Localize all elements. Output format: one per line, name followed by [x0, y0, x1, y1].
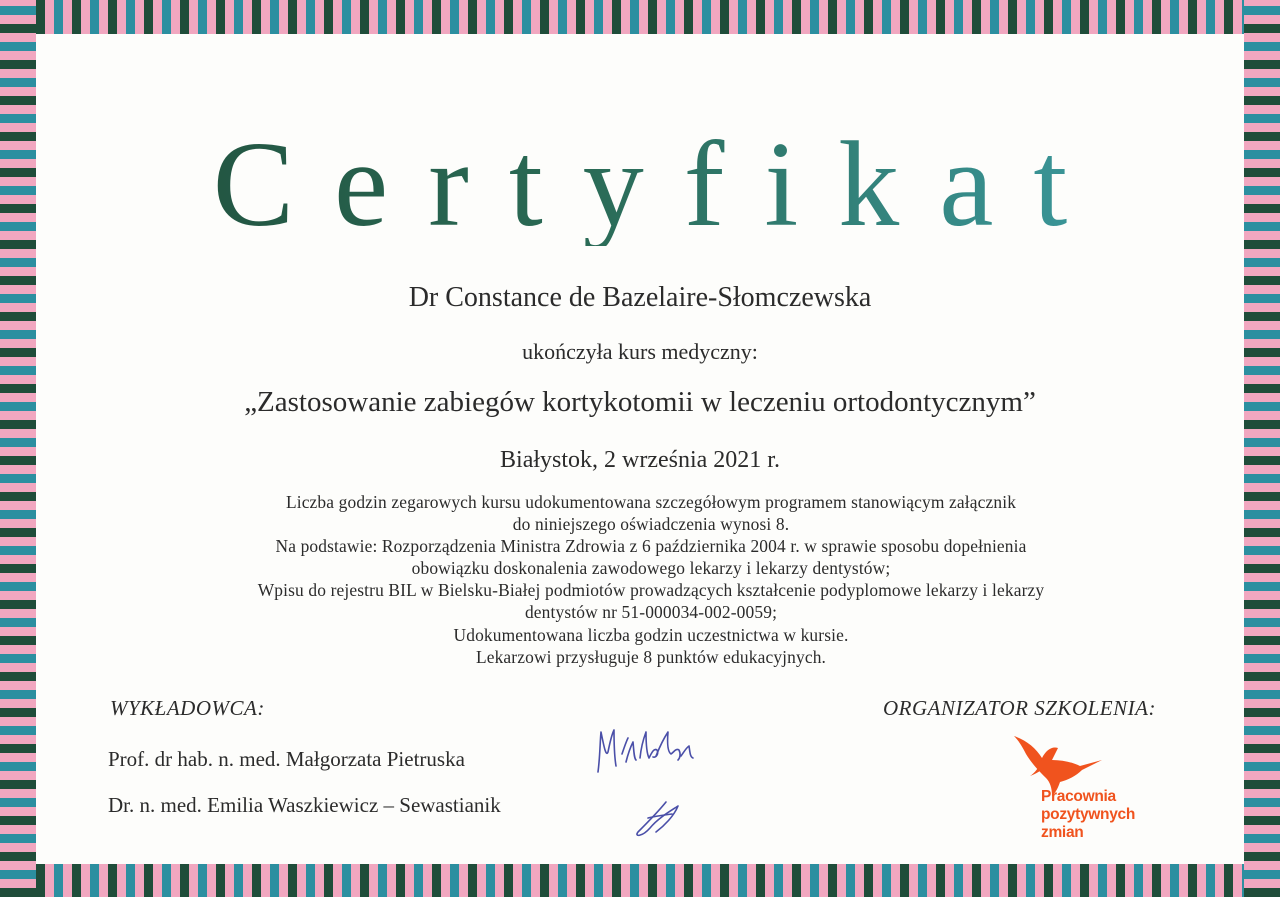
lecturer-name: Prof. dr hab. n. med. Małgorzata Pietruska: [108, 747, 465, 771]
details-line: Liczba godzin zegarowych kursu udokumentowana szczegółowym programem stanowiącym załącznik: [285, 492, 1017, 512]
organizer-label: ORGANIZATOR SZKOLENIA:: [883, 696, 1156, 720]
lecturer-label: WYKŁADOWCA:: [110, 696, 265, 720]
certificate-title: Certyfikat: [36, 124, 1244, 246]
decorative-border-left: [0, 0, 36, 897]
logo-text-line: zmian: [1041, 824, 1084, 841]
certificate-body: [36, 34, 1244, 864]
details-line: Na podstawie: Rozporządzenia Ministra Zdrowia z 6 października 2004 r. w sprawie sposobu dopełnienia: [275, 536, 1027, 557]
details-line: Wpisu do rejestru BIL w Bielsku-Białej podmiotów prowadzących kształcenie podyplomowe lekarzy i lekarzy: [257, 580, 1045, 601]
certificate-details: [146, 491, 1156, 668]
logo-text-line: Pracownia: [1041, 788, 1116, 805]
details-line: dentystów nr 51-000034-002-0059;: [524, 602, 778, 623]
details-line: do niniejszego oświadczenia wynosi 8.: [512, 514, 790, 535]
course-title: „Zastosowanie zabiegów kortykotomii w leczeniu ortodontycznym”: [244, 386, 1036, 418]
logo-text-line: pozytywnych: [1041, 806, 1136, 823]
lecturer-name: Dr. n. med. Emilia Waszkiewicz – Sewastianik: [108, 793, 501, 817]
signature-image: [586, 702, 706, 842]
details-line: Udokumentowana liczba godzin uczestnictwa w kursie.: [453, 624, 849, 645]
organizer-logo-text: [1041, 788, 1136, 842]
recipient-name: Dr Constance de Bazelaire-Słomczewska: [408, 282, 872, 313]
details-line: Lekarzowi przysługuje 8 punktów edukacyjnych.: [475, 646, 827, 667]
decorative-border-right: [1244, 0, 1280, 897]
place-and-date: Białystok, 2 września 2021 r.: [500, 447, 780, 473]
completed-text: ukończyła kurs medyczny:: [522, 339, 758, 364]
details-line: obowiązku doskonalenia zawodowego lekarzy i lekarzy dentystów;: [411, 558, 891, 579]
